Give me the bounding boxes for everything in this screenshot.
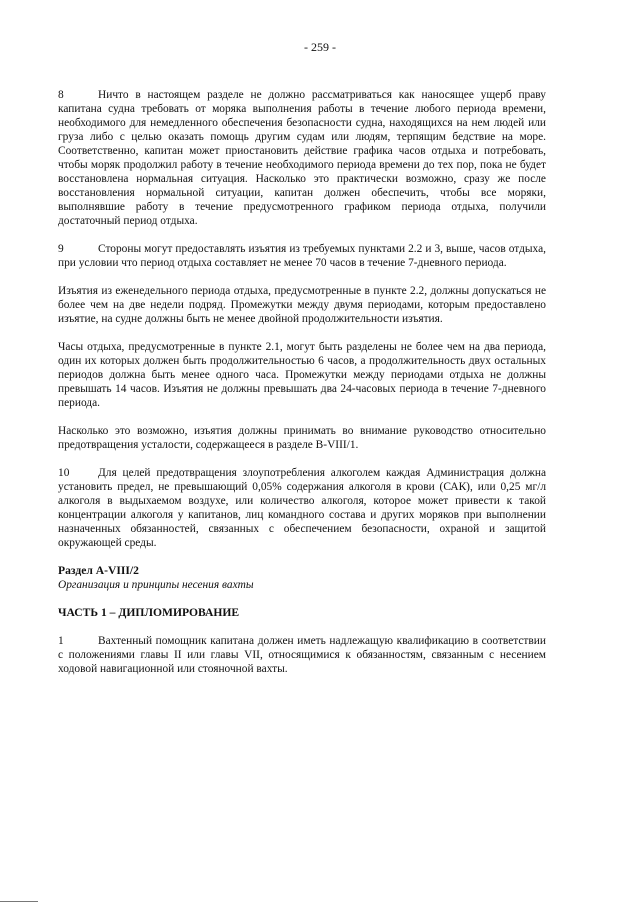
paragraph-9 bbox=[58, 242, 546, 270]
paragraph-number: 1 bbox=[58, 635, 64, 647]
footer-rule bbox=[0, 901, 38, 902]
paragraph-9-rest-division: Часы отдыха, предусмотренные в пункте 2.1, могут быть разделены не более чем на два периода, один их которых должен быть продолжительностью 6 часов, а продолжительность двух остальных периодов должна быть менее одного часа. Промежутки между периодами отдыха не должны превышать 14 часов. Изъятия не должны превышать два 24-часовых периода в течение 7-дневного периода. bbox=[58, 341, 546, 409]
paragraph-number: 8 bbox=[58, 89, 64, 101]
paragraph-9-fatigue-guidance: Насколько это возможно, изъятия должны принимать во внимание руководство относительно предотвращения усталости, содержащееся в разделе B-VIII/1. bbox=[58, 425, 546, 451]
document-body bbox=[58, 88, 546, 690]
section-subtitle: Организация и принципы несения вахты bbox=[58, 579, 254, 591]
page-number: - 259 - bbox=[304, 40, 336, 54]
paragraph-number: 9 bbox=[58, 243, 64, 255]
part-paragraph-1 bbox=[58, 634, 546, 676]
paragraph-8 bbox=[58, 88, 546, 228]
paragraph-10 bbox=[58, 466, 546, 550]
paragraph-text: Ничто в настоящем разделе не должно рассматриваться как наносящее ущерб праву капитана судна требовать от моряка выполнения работы в течение любого периода времени, необходимого для немедленного обеспечения безопасности судна, находящихся на нем людей или груза либо с целью оказать помощь другим судам или людям, терпящим бедствие на море. Соответственно, капитан может приостановить действие графика часов отдыха и потребовать, чтобы моряк продолжил работу в течение необходимого периода времени до тех пор, пока не будет восстановлена нормальная ситуация. Насколько это практически возможно, сразу же после восстановления нормальной ситуации, капитан должен обеспечить, чтобы все моряки, выполнявшие работу в течение предусмотренного графиком периода отдыха, получили достаточный период отдыха. bbox=[58, 89, 546, 227]
part-title: ЧАСТЬ 1 – ДИПЛОМИРОВАНИЕ bbox=[58, 606, 240, 619]
paragraph-number: 10 bbox=[58, 467, 70, 479]
section-title: Раздел A-VIII/2 bbox=[58, 564, 139, 577]
paragraph-text: Стороны могут предоставлять изъятия из требуемых пунктами 2.2 и 3, выше, часов отдыха, при условии что период отдыха составляет не менее 70 часов в течение 7-дневного периода. bbox=[58, 243, 546, 269]
paragraph-text: Вахтенный помощник капитана должен иметь надлежащую квалификацию в соответствии с положениями главы II или главы VII, относящимися к обязанностям, связанным с несением ходовой навигационной или стояночной вахты. bbox=[58, 635, 546, 675]
paragraph-9-exemptions-weekly: Изъятия из еженедельного периода отдыха, предусмотренные в пункте 2.2, должны допускаться не более чем на две недели подряд. Промежутки между двумя периодами, которым предоставлено изъятие, на судне должны быть не менее двойной продолжительности изъятия. bbox=[58, 285, 546, 325]
paragraph-text: Для целей предотвращения злоупотребления алкоголем каждая Администрация должна установить предел, не превышающий 0,05% содержания алкоголя в крови (САК), или 0,25 мг/л алкоголя в выдыхаемом воздухе, или количество алкоголя, которое может привести к такой концентрации алкоголя у капитанов, лиц командного состава и других моряков при выполнении назначенных обязанностей, связанных с обеспечением безопасности, охраной и защитой окружающей среды. bbox=[58, 467, 546, 549]
